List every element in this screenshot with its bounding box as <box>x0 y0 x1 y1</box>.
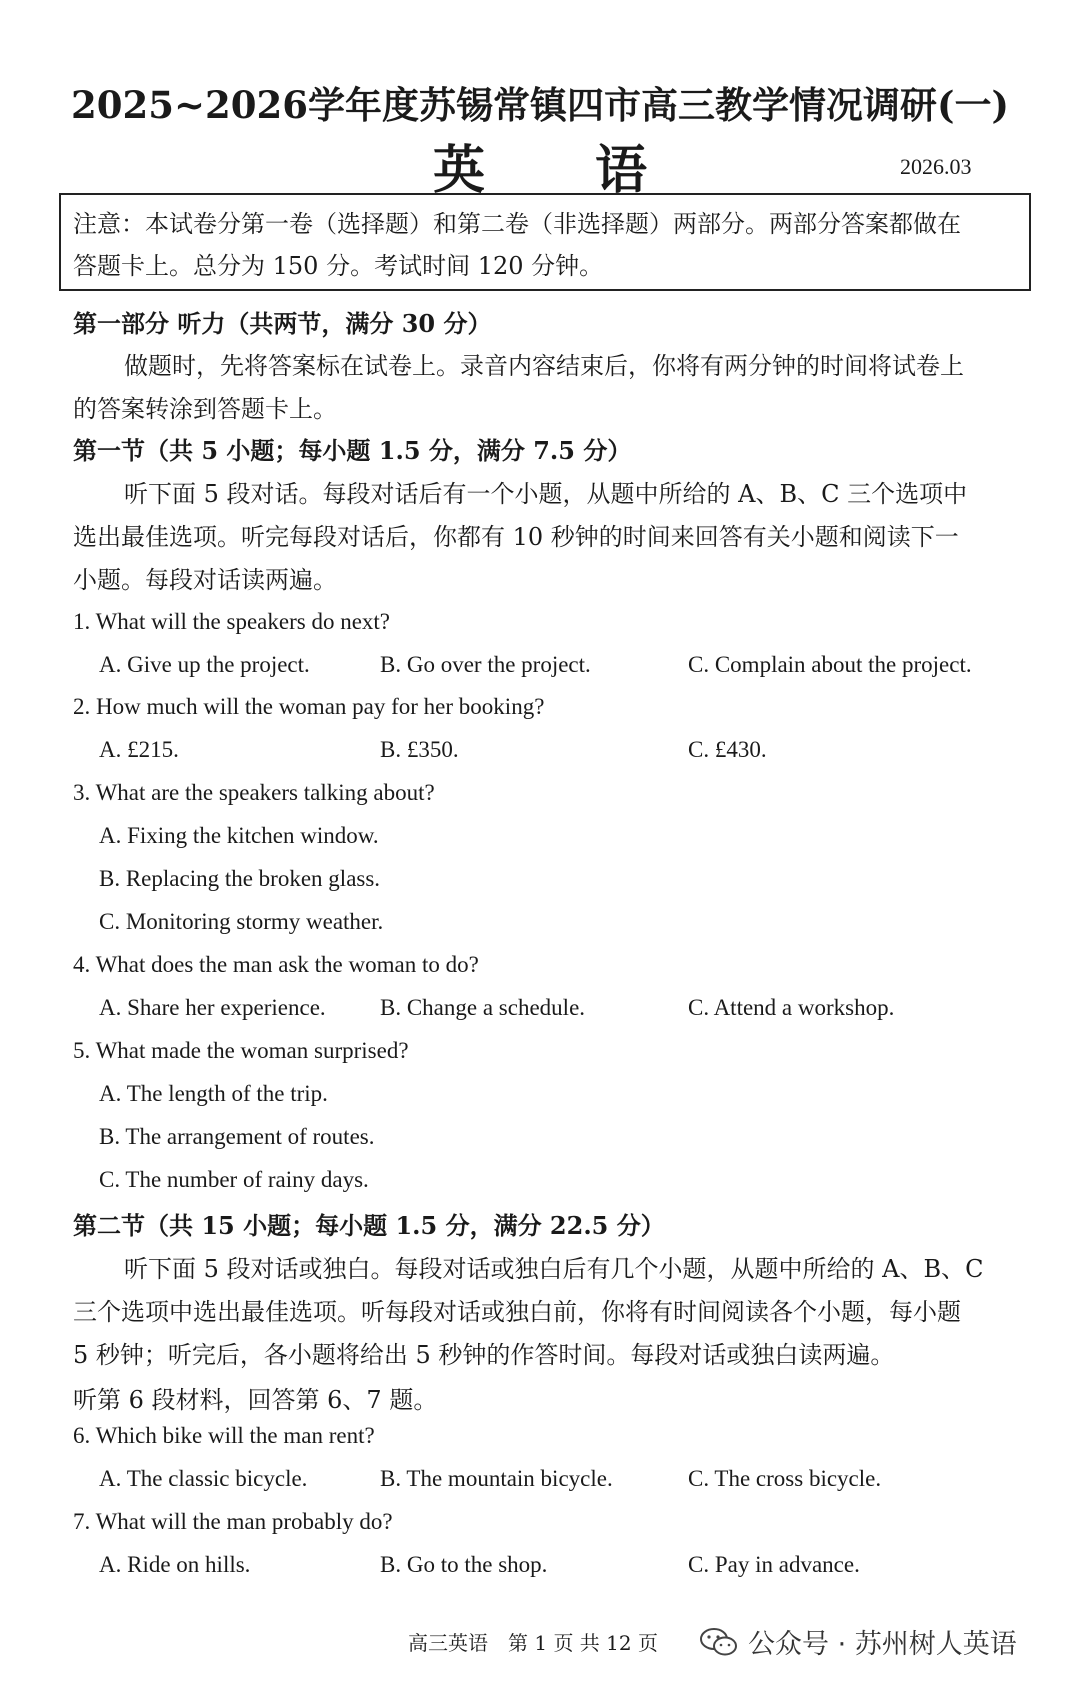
question: 2. How much will the woman pay for her booking? <box>73 694 545 719</box>
part1-heading: 第一部分 听力（共两节，满分 30 分） <box>73 309 492 338</box>
section1-intro: 听下面 5 段对话。每段对话后有一个小题，从题中所给的 A、B、C 三个选项中 <box>124 480 968 508</box>
question: 5. What made the woman surprised? <box>73 1038 409 1063</box>
notice-box <box>59 193 1031 291</box>
option-c: C. Pay in advance. <box>688 1552 860 1577</box>
option-b: B. £350. <box>380 737 459 762</box>
option-a: A. Give up the project. <box>99 652 310 677</box>
material-instruction: 听第 6 段材料，回答第 6、7 题。 <box>73 1386 438 1414</box>
page-footer: 高三英语 第 1 页 共 12 页 <box>408 1631 658 1655</box>
question: 7. What will the man probably do? <box>73 1509 393 1534</box>
notice-line: 答题卡上。总分为 150 分。考试时间 120 分钟。 <box>73 252 604 280</box>
notice-line: 注意：本试卷分第一卷（选择题）和第二卷（非选择题）两部分。两部分答案都做在 <box>73 210 961 238</box>
section2-heading: 第二节（共 15 小题；每小题 1.5 分，满分 22.5 分） <box>73 1211 665 1240</box>
section2-intro: 三个选项中选出最佳选项。听每段对话或独白前，你将有时间阅读各个小题，每小题 <box>73 1298 961 1326</box>
watermark-text: 公众号 · 苏州树人英语 <box>748 1629 1017 1660</box>
option-a: A. Fixing the kitchen window. <box>99 823 379 848</box>
exam-title: 2025~2026学年度苏锡常镇四市高三教学情况调研(一) <box>71 83 1009 127</box>
section2-intro: 听下面 5 段对话或独白。每段对话或独白后有几个小题，从题中所给的 A、B、C <box>124 1255 984 1283</box>
watermark <box>700 1622 1017 1661</box>
option-b: B. Go over the project. <box>380 652 591 677</box>
question: 4. What does the man ask the woman to do? <box>73 952 479 977</box>
option-c: C. Attend a workshop. <box>688 995 895 1020</box>
question: 3. What are the speakers talking about? <box>73 780 435 805</box>
option-a: A. Ride on hills. <box>99 1552 251 1577</box>
option-b: B. Replacing the broken glass. <box>99 866 381 891</box>
question: 1. What will the speakers do next? <box>73 609 391 634</box>
option-b: B. Change a schedule. <box>380 995 586 1020</box>
option-c: C. Complain about the project. <box>688 652 972 677</box>
option-b: B. Go to the shop. <box>380 1552 548 1577</box>
option-a: A. Share her experience. <box>99 995 326 1020</box>
section1-heading: 第一节（共 5 小题；每小题 1.5 分，满分 7.5 分） <box>73 436 632 465</box>
part1-intro: 做题时，先将答案标在试卷上。录音内容结束后，你将有两分钟的时间将试卷上 <box>124 352 964 380</box>
subject-title: 英语 <box>432 140 757 201</box>
part1-intro: 的答案转涂到答题卡上。 <box>73 395 337 423</box>
option-c: C. The number of rainy days. <box>99 1167 369 1192</box>
exam-date: 2026.03 <box>900 154 972 179</box>
option-a: A. The length of the trip. <box>99 1081 328 1106</box>
section1-intro: 小题。每段对话读两遍。 <box>73 566 337 594</box>
question: 6. Which bike will the man rent? <box>73 1423 375 1448</box>
wechat-icon <box>700 1627 738 1657</box>
option-c: C. Monitoring stormy weather. <box>99 909 384 934</box>
option-a: A. The classic bicycle. <box>99 1466 308 1491</box>
option-b: B. The mountain bicycle. <box>380 1466 613 1491</box>
section2-intro: 5 秒钟；听完后，各小题将给出 5 秒钟的作答时间。每段对话或独白读两遍。 <box>73 1341 895 1369</box>
option-c: C. The cross bicycle. <box>688 1466 882 1491</box>
option-c: C. £430. <box>688 737 767 762</box>
option-a: A. £215. <box>99 737 179 762</box>
option-b: B. The arrangement of routes. <box>99 1124 375 1149</box>
section1-intro: 选出最佳选项。听完每段对话后，你都有 10 秒钟的时间来回答有关小题和阅读下一 <box>73 523 959 551</box>
